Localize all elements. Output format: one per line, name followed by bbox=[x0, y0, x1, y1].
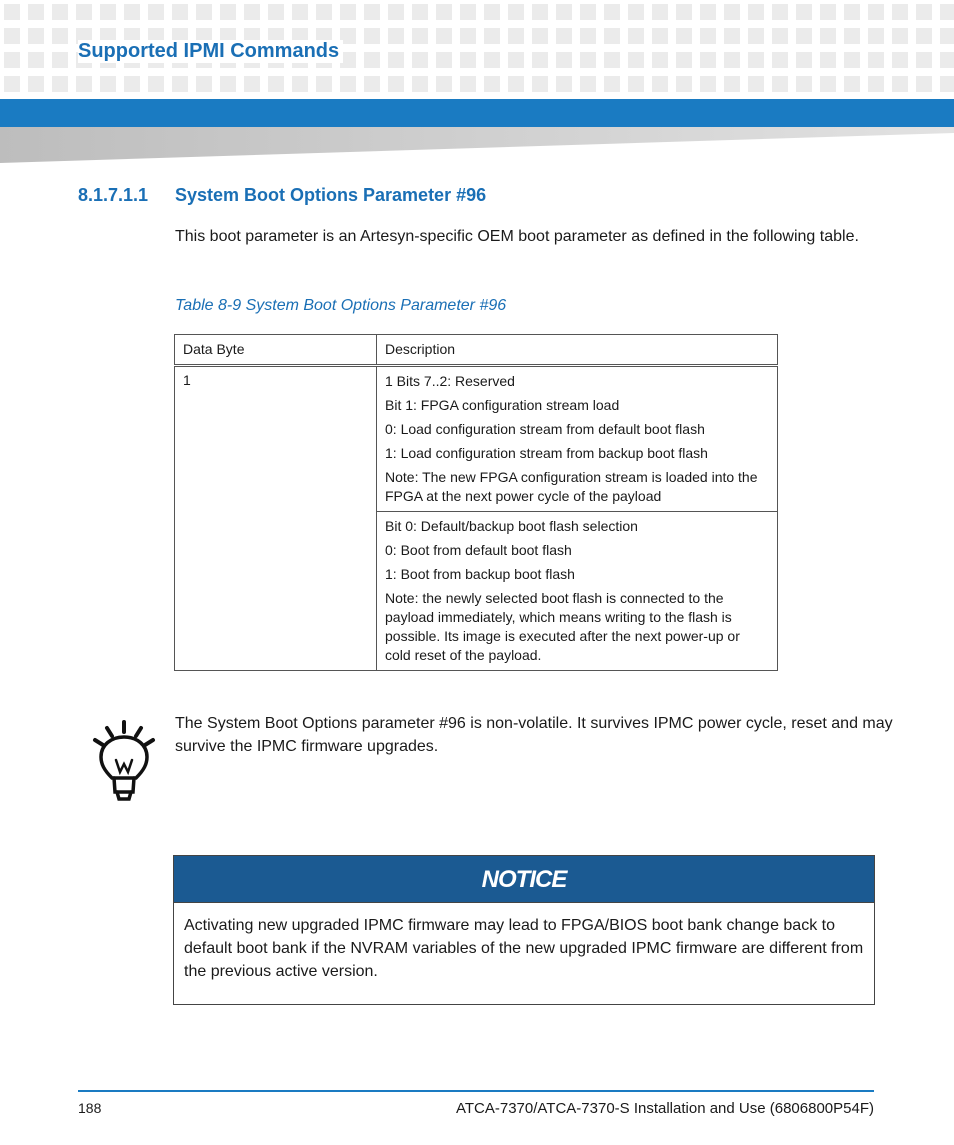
header-grid-square bbox=[484, 4, 500, 20]
header-grid-square bbox=[100, 76, 116, 92]
header-grid-square bbox=[700, 28, 716, 44]
header-grid-square bbox=[940, 28, 954, 44]
header-grid-square bbox=[484, 28, 500, 44]
header-grid-square bbox=[820, 4, 836, 20]
tip-text: The System Boot Options parameter #96 is non-volatile. It survives IPMC power cycle, reset and may survive the IPMC firmware upgrades. bbox=[175, 715, 893, 755]
header-grid-square bbox=[748, 76, 764, 92]
header-grid-square bbox=[796, 28, 812, 44]
header-grid-square bbox=[4, 52, 20, 68]
header-grid-square bbox=[532, 76, 548, 92]
description-line: Bit 0: Default/backup boot flash selection bbox=[385, 518, 638, 534]
footer-document-title: ATCA-7370/ATCA-7370-S Installation and Use (6806800P54F) bbox=[455, 1100, 874, 1117]
header-grid-square bbox=[220, 76, 236, 92]
table-row bbox=[175, 366, 778, 512]
header-gray-wedge bbox=[0, 127, 954, 163]
header-grid-square bbox=[460, 28, 476, 44]
header-grid-square bbox=[340, 76, 356, 92]
header-grid-square bbox=[652, 28, 668, 44]
header-grid-square bbox=[460, 76, 476, 92]
header-grid-square bbox=[676, 76, 692, 92]
header-grid-square bbox=[820, 76, 836, 92]
header-grid-square bbox=[268, 76, 284, 92]
header-grid-square bbox=[268, 4, 284, 20]
description-line: 1: Boot from backup boot flash bbox=[385, 566, 575, 582]
header-grid-square bbox=[940, 76, 954, 92]
header-grid-square bbox=[892, 4, 908, 20]
cell-description-block2 bbox=[377, 512, 778, 671]
header-grid-square bbox=[820, 28, 836, 44]
header-grid-square bbox=[748, 4, 764, 20]
header-grid-square bbox=[148, 4, 164, 20]
header-grid-square bbox=[892, 76, 908, 92]
section-heading bbox=[78, 185, 486, 206]
header-grid-square bbox=[676, 28, 692, 44]
header-grid-square bbox=[316, 4, 332, 20]
description-line: 1 Bits 7..2: Reserved bbox=[385, 373, 515, 389]
header-grid-square bbox=[724, 76, 740, 92]
header-grid-square bbox=[580, 76, 596, 92]
header-grid-square bbox=[76, 76, 92, 92]
header-grid-square bbox=[460, 4, 476, 20]
header-grid-square bbox=[436, 76, 452, 92]
header-grid-square bbox=[4, 28, 20, 44]
footer-rule bbox=[78, 1090, 874, 1092]
header-grid-square bbox=[484, 52, 500, 68]
header-grid-square bbox=[844, 52, 860, 68]
description-line: 0: Load configuration stream from default boot flash bbox=[385, 421, 705, 437]
header-grid-square bbox=[340, 4, 356, 20]
running-title: Supported IPMI Commands bbox=[78, 40, 343, 63]
header-data-byte: Data Byte bbox=[175, 335, 377, 366]
header-grid-square bbox=[604, 4, 620, 20]
description-note: Note: The new FPGA configuration stream is loaded into the FPGA at the next power cycle of the payload bbox=[385, 469, 758, 504]
table-caption: Table 8-9 System Boot Options Parameter #96 bbox=[175, 297, 507, 314]
header-grid-square bbox=[148, 76, 164, 92]
header-grid-square bbox=[868, 4, 884, 20]
header-grid-square bbox=[364, 4, 380, 20]
header-grid-square bbox=[724, 28, 740, 44]
cell-data-byte: 1 bbox=[175, 366, 377, 671]
section-number: 8.1.7.1.1 bbox=[78, 185, 149, 205]
header-grid-square bbox=[676, 52, 692, 68]
header-grid-square bbox=[580, 28, 596, 44]
header-grid-square bbox=[604, 28, 620, 44]
header-grid-square bbox=[604, 52, 620, 68]
header-grid-square bbox=[892, 52, 908, 68]
header-grid-square bbox=[172, 76, 188, 92]
header-grid-square bbox=[220, 4, 236, 20]
header-grid-square bbox=[364, 52, 380, 68]
header-grid-square bbox=[700, 4, 716, 20]
header-grid-square bbox=[748, 52, 764, 68]
header-grid-square bbox=[628, 76, 644, 92]
header-grid-square bbox=[700, 76, 716, 92]
header-grid-square bbox=[556, 76, 572, 92]
section-intro: This boot parameter is an Artesyn-specific OEM boot parameter as defined in the following table. bbox=[175, 228, 859, 245]
header-grid-square bbox=[508, 28, 524, 44]
header-grid-square bbox=[916, 28, 932, 44]
header-grid-square bbox=[916, 4, 932, 20]
header-grid-square bbox=[772, 76, 788, 92]
header-grid-square bbox=[124, 4, 140, 20]
header-grid-square bbox=[580, 4, 596, 20]
header-grid-square bbox=[52, 4, 68, 20]
header-blue-band bbox=[0, 99, 954, 127]
lightbulb-icon bbox=[92, 720, 156, 802]
header-grid-square bbox=[364, 76, 380, 92]
header-grid-square bbox=[844, 76, 860, 92]
header-grid-square bbox=[916, 52, 932, 68]
page-number: 188 bbox=[78, 1100, 102, 1116]
header-grid-square bbox=[436, 28, 452, 44]
header-grid-square bbox=[388, 4, 404, 20]
header-grid-square bbox=[916, 76, 932, 92]
header-grid-square bbox=[52, 76, 68, 92]
header-grid-square bbox=[796, 4, 812, 20]
header-grid-square bbox=[412, 76, 428, 92]
description-line: 1: Load configuration stream from backup boot flash bbox=[385, 445, 708, 461]
description-note: Note: the newly selected boot flash is connected to the payload immediately, which means writing to the flash is possible. Its image is executed after the next power-up or cold reset of the payload. bbox=[385, 590, 740, 663]
header-grid-square bbox=[892, 28, 908, 44]
header-grid-square bbox=[724, 52, 740, 68]
header-grid-square bbox=[556, 4, 572, 20]
header-grid-square bbox=[4, 76, 20, 92]
header-grid-square bbox=[292, 76, 308, 92]
notice-header bbox=[174, 856, 874, 903]
header-grid-square bbox=[28, 28, 44, 44]
header-grid-square bbox=[868, 28, 884, 44]
description-line: Bit 1: FPGA configuration stream load bbox=[385, 397, 620, 413]
header-grid-square bbox=[52, 52, 68, 68]
header-grid-square bbox=[844, 28, 860, 44]
header-grid-square bbox=[604, 76, 620, 92]
header-grid-square bbox=[580, 52, 596, 68]
header-grid-square bbox=[484, 76, 500, 92]
header-grid-square bbox=[76, 4, 92, 20]
header-grid-square bbox=[676, 4, 692, 20]
header-grid-square bbox=[292, 4, 308, 20]
header-grid-square bbox=[244, 4, 260, 20]
header-grid-square bbox=[940, 4, 954, 20]
header-grid-square bbox=[412, 52, 428, 68]
header-grid-square bbox=[820, 52, 836, 68]
header-grid-square bbox=[436, 52, 452, 68]
header-grid-square bbox=[28, 52, 44, 68]
header-grid-square bbox=[28, 4, 44, 20]
header-grid-square bbox=[724, 4, 740, 20]
header-grid-square bbox=[388, 52, 404, 68]
header-grid-square bbox=[100, 4, 116, 20]
header-description: Description bbox=[377, 335, 778, 366]
header-grid-square bbox=[796, 76, 812, 92]
header-grid-square bbox=[556, 52, 572, 68]
header-grid-square bbox=[628, 4, 644, 20]
cell-description-block1 bbox=[377, 366, 778, 512]
header-grid-square bbox=[628, 52, 644, 68]
header-grid-square bbox=[796, 52, 812, 68]
header-grid-square bbox=[772, 4, 788, 20]
header-grid-square bbox=[508, 76, 524, 92]
header-grid-square bbox=[532, 4, 548, 20]
parameter-table bbox=[174, 334, 778, 671]
header-grid-square bbox=[772, 28, 788, 44]
header-grid-square bbox=[772, 52, 788, 68]
header-grid-square bbox=[124, 76, 140, 92]
header-grid-square bbox=[652, 76, 668, 92]
header-grid-square bbox=[364, 28, 380, 44]
header-grid-square bbox=[388, 28, 404, 44]
header-grid-square bbox=[940, 52, 954, 68]
header-grid-square bbox=[508, 4, 524, 20]
header-grid-square bbox=[196, 76, 212, 92]
header-grid-square bbox=[532, 52, 548, 68]
section-title: System Boot Options Parameter #96 bbox=[175, 185, 487, 205]
header-grid-square bbox=[460, 52, 476, 68]
header-grid-square bbox=[28, 76, 44, 92]
header-grid-square bbox=[196, 4, 212, 20]
notice-body: Activating new upgraded IPMC firmware may lead to FPGA/BIOS boot bank change back to default boot bank if the NVRAM variables of the new upgraded IPMC firmware are different from the previous active version. bbox=[184, 917, 864, 980]
header-grid-square bbox=[52, 28, 68, 44]
notice-box bbox=[173, 855, 875, 1005]
table-header-row bbox=[175, 335, 778, 366]
header-grid-square bbox=[532, 28, 548, 44]
header-grid-square bbox=[436, 4, 452, 20]
header-grid-square bbox=[412, 4, 428, 20]
header-grid-square bbox=[868, 52, 884, 68]
header-grid-square bbox=[244, 76, 260, 92]
header-grid-square bbox=[316, 76, 332, 92]
header-grid-square bbox=[388, 76, 404, 92]
header-grid-square bbox=[652, 4, 668, 20]
header-grid-square bbox=[628, 28, 644, 44]
notice-title: NOTICE bbox=[481, 866, 567, 893]
header-grid-square bbox=[412, 28, 428, 44]
header-grid-square bbox=[652, 52, 668, 68]
header-grid-square bbox=[556, 28, 572, 44]
header-grid-square bbox=[868, 76, 884, 92]
header-grid-square bbox=[748, 28, 764, 44]
header-grid-square bbox=[508, 52, 524, 68]
header-grid-square bbox=[172, 4, 188, 20]
header-grid-square bbox=[700, 52, 716, 68]
header-grid-square bbox=[844, 4, 860, 20]
description-line: 0: Boot from default boot flash bbox=[385, 542, 572, 558]
header-grid-square bbox=[4, 4, 20, 20]
